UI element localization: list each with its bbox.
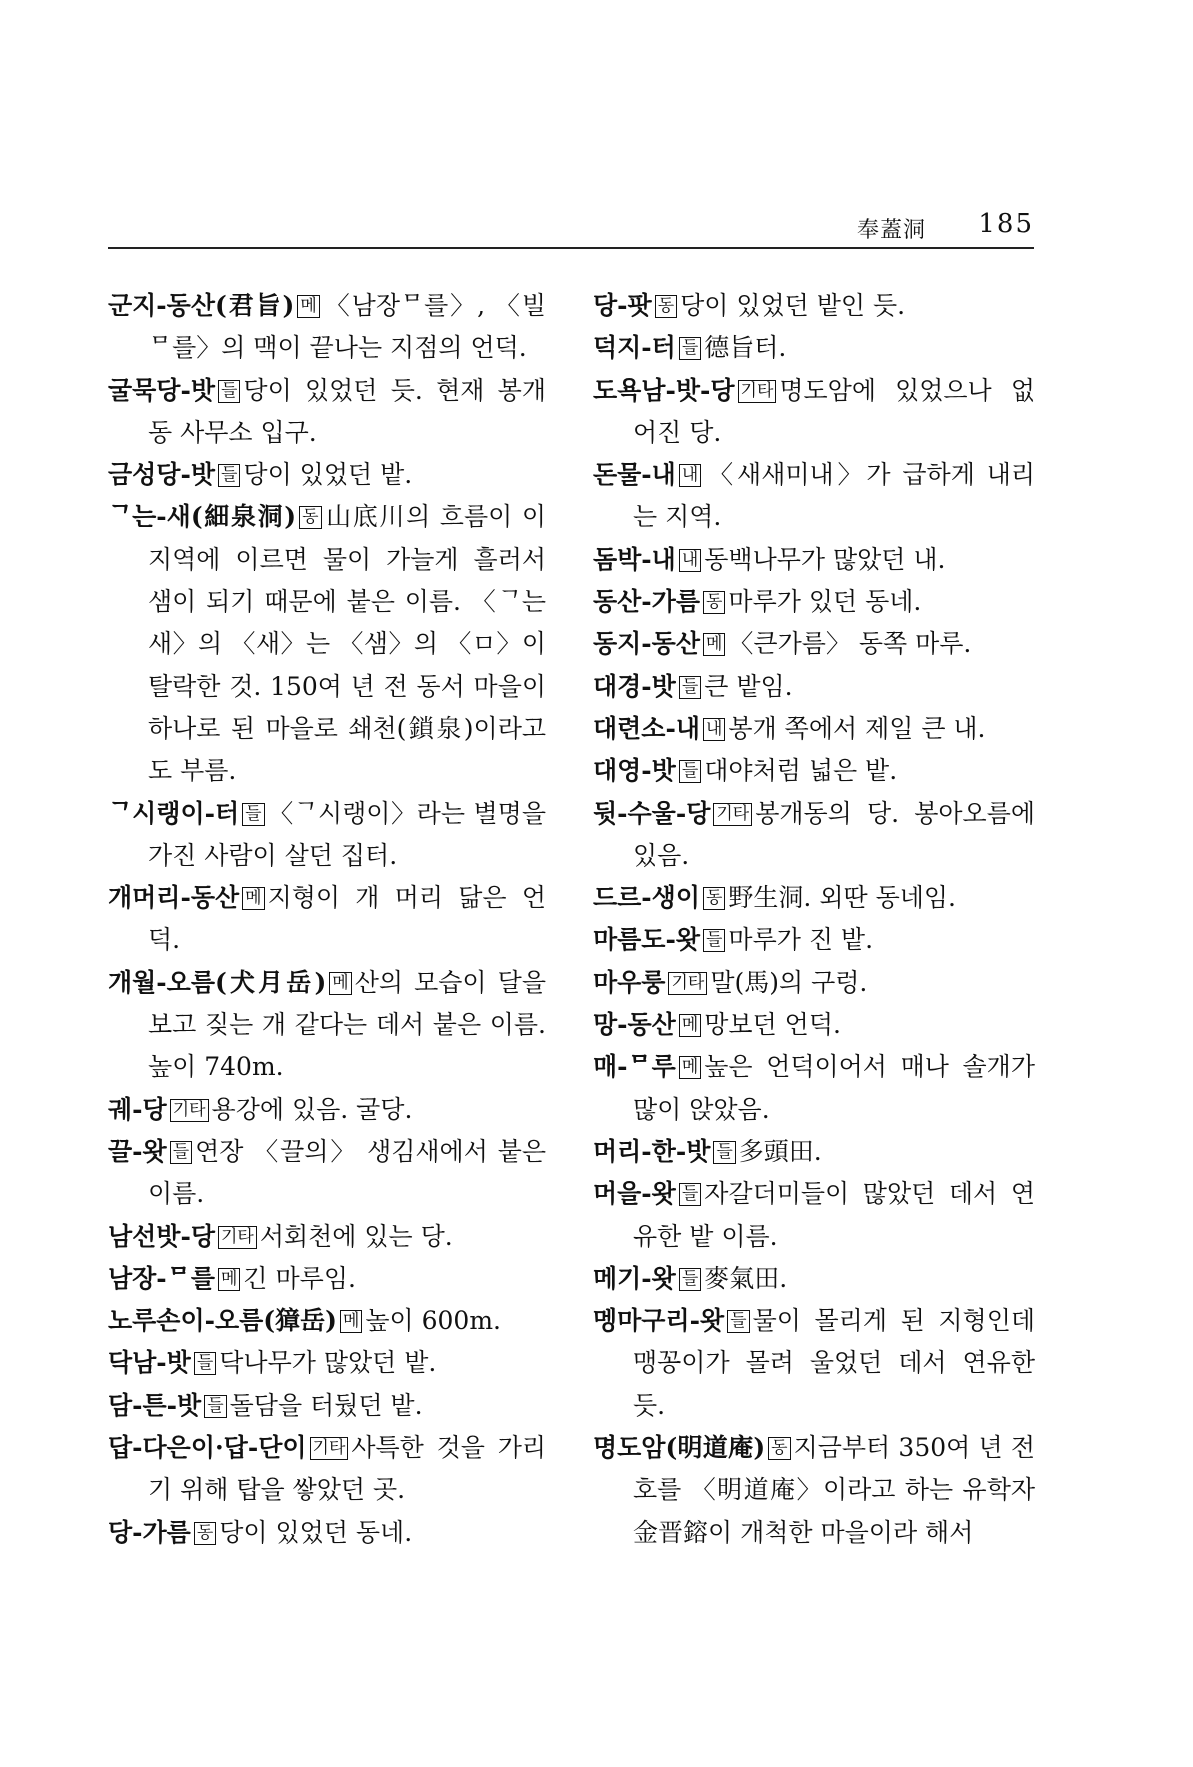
category-tag: 기타 xyxy=(738,380,777,403)
right-column xyxy=(593,285,1035,1554)
dictionary-entry xyxy=(108,793,546,878)
entry-headword: 머리-한-밧 xyxy=(593,1136,711,1166)
dictionary-entry xyxy=(108,962,546,1089)
dictionary-entry xyxy=(108,1216,546,1258)
dictionary-entry xyxy=(593,1258,1035,1300)
entry-definition: 당이 있었던 동네. xyxy=(219,1517,413,1547)
category-tag: 내 xyxy=(679,464,701,487)
entry-definition: 多頭田. xyxy=(738,1136,822,1166)
category-tag: 메 xyxy=(679,1056,701,1079)
category-tag: 들 xyxy=(218,464,240,487)
dictionary-entry xyxy=(593,581,1035,623)
dictionary-entry xyxy=(593,877,1035,919)
dictionary-entry xyxy=(593,1427,1035,1554)
entry-headword: 당-팟 xyxy=(593,291,652,320)
category-tag: 들 xyxy=(204,1395,226,1418)
entry-headword: 개월-오름(犬月岳) xyxy=(108,967,327,997)
category-tag: 동 xyxy=(655,295,677,318)
dictionary-entry xyxy=(108,1385,546,1427)
entry-headword: 매-ᄆ루 xyxy=(593,1052,676,1082)
category-tag: 메 xyxy=(329,972,351,995)
entry-headword: 답-다은이·답-단이 xyxy=(108,1433,307,1463)
entry-definition: 당이 있었던 듯. 현재 봉개동 사무소 입구. xyxy=(148,375,546,447)
dictionary-entry xyxy=(593,708,1035,750)
entry-definition: 봉개 쪽에서 제일 큰 내. xyxy=(728,713,986,743)
category-tag: 들 xyxy=(218,380,240,403)
dictionary-entry xyxy=(108,1258,546,1300)
category-tag: 내 xyxy=(679,549,701,572)
entry-definition: 자갈더미들이 많았던 데서 연유한 밭 이름. xyxy=(633,1179,1035,1251)
category-tag: 메 xyxy=(297,295,319,318)
category-tag: 메 xyxy=(340,1310,362,1333)
entry-definition: 말(馬)의 구렁. xyxy=(710,967,868,997)
entry-headword: 남장-ᄆ를 xyxy=(108,1263,215,1293)
category-tag: 들 xyxy=(679,1268,701,1291)
category-tag: 들 xyxy=(727,1310,749,1333)
entry-headword: 머을-왓 xyxy=(593,1179,676,1209)
category-tag: 동 xyxy=(703,887,725,910)
entry-definition: 〈새새미내〉가 급하게 내리는 지역. xyxy=(633,460,1035,532)
category-tag: 메 xyxy=(218,1268,240,1291)
entry-definition: 닥나무가 많았던 밭. xyxy=(219,1348,437,1378)
category-tag: 들 xyxy=(713,1141,735,1164)
category-tag: 기타 xyxy=(310,1437,349,1460)
entry-headword: 군지-동산(君旨) xyxy=(108,291,295,320)
entry-headword: 돔박-내 xyxy=(593,544,676,574)
entry-headword: 멩마구리-왓 xyxy=(593,1306,725,1336)
entry-headword: 남선밧-당 xyxy=(108,1221,215,1251)
dictionary-entry xyxy=(593,962,1035,1004)
entry-headword: 담-튼-밧 xyxy=(108,1390,202,1420)
entry-headword: ᄀ는-새(細泉洞) xyxy=(108,502,297,532)
entry-definition: 사특한 것을 가리기 위해 탑을 쌓았던 곳. xyxy=(148,1433,546,1505)
category-tag: 들 xyxy=(679,676,701,699)
entry-definition: 큰 밭임. xyxy=(704,671,793,701)
dictionary-entry xyxy=(593,666,1035,708)
category-tag: 기타 xyxy=(170,1099,209,1122)
dictionary-entry xyxy=(108,877,546,962)
dictionary-entry xyxy=(593,793,1035,878)
category-tag: 메 xyxy=(242,887,264,910)
entry-definition: 명도암에 있었으나 없어진 당. xyxy=(633,375,1035,447)
category-tag: 들 xyxy=(242,803,264,826)
dictionary-entry xyxy=(593,285,1035,327)
dictionary-entry xyxy=(593,623,1035,665)
category-tag: 들 xyxy=(703,929,725,952)
entry-definition: 용강에 있음. 굴당. xyxy=(211,1094,413,1124)
entry-headword: 끌-왓 xyxy=(108,1136,167,1166)
entry-headword: 메기-왓 xyxy=(593,1263,676,1293)
category-tag: 기타 xyxy=(713,803,752,826)
entry-definition: 긴 마루임. xyxy=(243,1263,356,1293)
entry-definition: 동백나무가 많았던 내. xyxy=(704,544,946,574)
entry-headword: 도욕남-밧-당 xyxy=(593,375,735,405)
entry-headword: 굴묵당-밧 xyxy=(108,375,215,405)
entry-definition: 野生洞. 외딴 동네임. xyxy=(728,883,956,913)
entry-headword: 금성당-밧 xyxy=(108,460,215,490)
dictionary-entry xyxy=(108,1131,546,1216)
entry-definition: 연장 〈끌의〉 생김새에서 붙은 이름. xyxy=(148,1136,546,1209)
category-tag: 들 xyxy=(194,1352,216,1375)
dictionary-entry xyxy=(593,919,1035,961)
category-tag: 동 xyxy=(768,1437,790,1460)
entry-definition: 지형이 개 머리 닮은 언덕. xyxy=(148,883,546,955)
entry-definition: 높이 600m. xyxy=(365,1306,501,1336)
dictionary-entry xyxy=(108,454,546,496)
entry-definition: 서회천에 있는 당. xyxy=(259,1221,453,1251)
entry-headword: 대경-밧 xyxy=(593,671,676,701)
entry-headword: 마름도-왓 xyxy=(593,925,700,955)
dictionary-entry xyxy=(593,327,1035,369)
category-tag: 동 xyxy=(299,506,321,529)
category-tag: 메 xyxy=(679,1014,701,1037)
entry-headword: 대련소-내 xyxy=(593,713,700,743)
dictionary-entry xyxy=(593,370,1035,455)
entry-headword: 궤-당 xyxy=(108,1094,167,1124)
entry-definition: 산의 모습이 달을 보고 짖는 개 같다는 데서 붙은 이름. 높이 740m. xyxy=(148,967,546,1082)
entry-definition: 마루가 진 밭. xyxy=(728,925,874,955)
entry-headword: ᄀ시랭이-터 xyxy=(108,798,240,828)
dictionary-entry xyxy=(108,1427,546,1512)
entry-headword: 동산-가름 xyxy=(593,587,700,617)
dictionary-entry xyxy=(593,750,1035,792)
entry-headword: 노루손이-오름(獐岳) xyxy=(108,1306,337,1336)
entry-headword: 뒷-수울-당 xyxy=(593,798,711,828)
category-tag: 동 xyxy=(703,591,725,614)
dictionary-entry xyxy=(108,496,546,792)
section-title: 奉蓋洞 xyxy=(856,218,926,243)
category-tag: 동 xyxy=(194,1522,216,1545)
entry-definition: 〈큰가름〉 동쪽 마루. xyxy=(728,629,972,659)
entry-headword: 당-가름 xyxy=(108,1517,191,1547)
entry-definition: 〈남장ᄆ를〉, 〈빌ᄆ를〉의 맥이 끝나는 지점의 언덕. xyxy=(148,291,546,363)
entry-definition: 麥氣田. xyxy=(704,1263,788,1293)
dictionary-entry xyxy=(593,1004,1035,1046)
category-tag: 기타 xyxy=(218,1226,257,1249)
entry-headword: 동지-동산 xyxy=(593,629,700,659)
entry-headword: 덕지-터 xyxy=(593,333,676,363)
category-tag: 들 xyxy=(679,760,701,783)
dictionary-entry xyxy=(108,1512,546,1554)
entry-headword: 대영-밧 xyxy=(593,756,676,786)
entry-definition: 돌담을 터뒀던 밭. xyxy=(229,1390,423,1420)
running-header xyxy=(108,209,1034,249)
entry-definition: 대야처럼 넓은 밭. xyxy=(704,756,898,786)
dictionary-entry xyxy=(108,1300,546,1342)
entry-headword: 드르-생이 xyxy=(593,883,700,913)
dictionary-entry xyxy=(108,1342,546,1384)
category-tag: 내 xyxy=(703,718,725,741)
entry-definition: 높은 언덕이어서 매나 솔개가 많이 앉았음. xyxy=(633,1052,1035,1124)
dictionary-entry xyxy=(108,1089,546,1131)
category-tag: 기타 xyxy=(668,972,707,995)
left-column xyxy=(108,285,546,1554)
dictionary-entry xyxy=(593,1300,1035,1427)
entry-definition: 〈ᄀ시랭이〉라는 별명을 가진 사람이 살던 집터. xyxy=(148,798,546,870)
entry-definition: 봉개동의 당. 봉아오름에 있음. xyxy=(633,798,1035,870)
dictionary-entry xyxy=(593,1173,1035,1258)
dictionary-entry xyxy=(108,370,546,455)
entry-headword: 마우룽 xyxy=(593,967,666,997)
entry-definition: 德旨터. xyxy=(704,333,787,363)
dictionary-entry xyxy=(593,539,1035,581)
entry-definition: 山底川의 흐름이 이 지역에 이르면 물이 가늘게 흘러서 샘이 되기 때문에 붙은 이름. 〈ᄀ는새〉의 〈새〉는 〈샘〉의 〈ㅁ〉이 탈락한 것. 150여 년 전 동서 마을이 하나로 된 마을로 쇄천(鎖泉)이라고도 부름. xyxy=(148,502,546,786)
entry-headword: 망-동산 xyxy=(593,1010,676,1040)
page-number: 185 xyxy=(978,209,1034,239)
entry-definition: 당이 있었던 밭. xyxy=(243,460,413,490)
entry-headword: 닥남-밧 xyxy=(108,1348,191,1378)
dictionary-entry xyxy=(593,1131,1035,1173)
category-tag: 들 xyxy=(679,1183,701,1206)
dictionary-entry xyxy=(108,285,546,370)
entry-headword: 돈물-내 xyxy=(593,460,676,490)
entry-headword: 명도암(明道庵) xyxy=(593,1433,766,1463)
dictionary-entry xyxy=(593,454,1035,539)
entry-definition: 당이 있었던 밭인 듯. xyxy=(680,291,906,320)
entry-definition: 물이 몰리게 된 지형인데 맹꽁이가 몰려 울었던 데서 연유한 듯. xyxy=(633,1306,1035,1420)
category-tag: 들 xyxy=(679,337,701,360)
category-tag: 들 xyxy=(170,1141,192,1164)
entry-definition: 마루가 있던 동네. xyxy=(728,587,922,617)
entry-definition: 망보던 언덕. xyxy=(704,1010,841,1040)
entry-definition: 지금부터 350여 년 전 호를 〈明道庵〉이라고 하는 유학자 金晋鎔이 개척한 마을이라 해서 xyxy=(633,1433,1036,1547)
dictionary-entry xyxy=(593,1046,1035,1131)
category-tag: 메 xyxy=(703,633,725,656)
entry-headword: 개머리-동산 xyxy=(108,883,240,913)
